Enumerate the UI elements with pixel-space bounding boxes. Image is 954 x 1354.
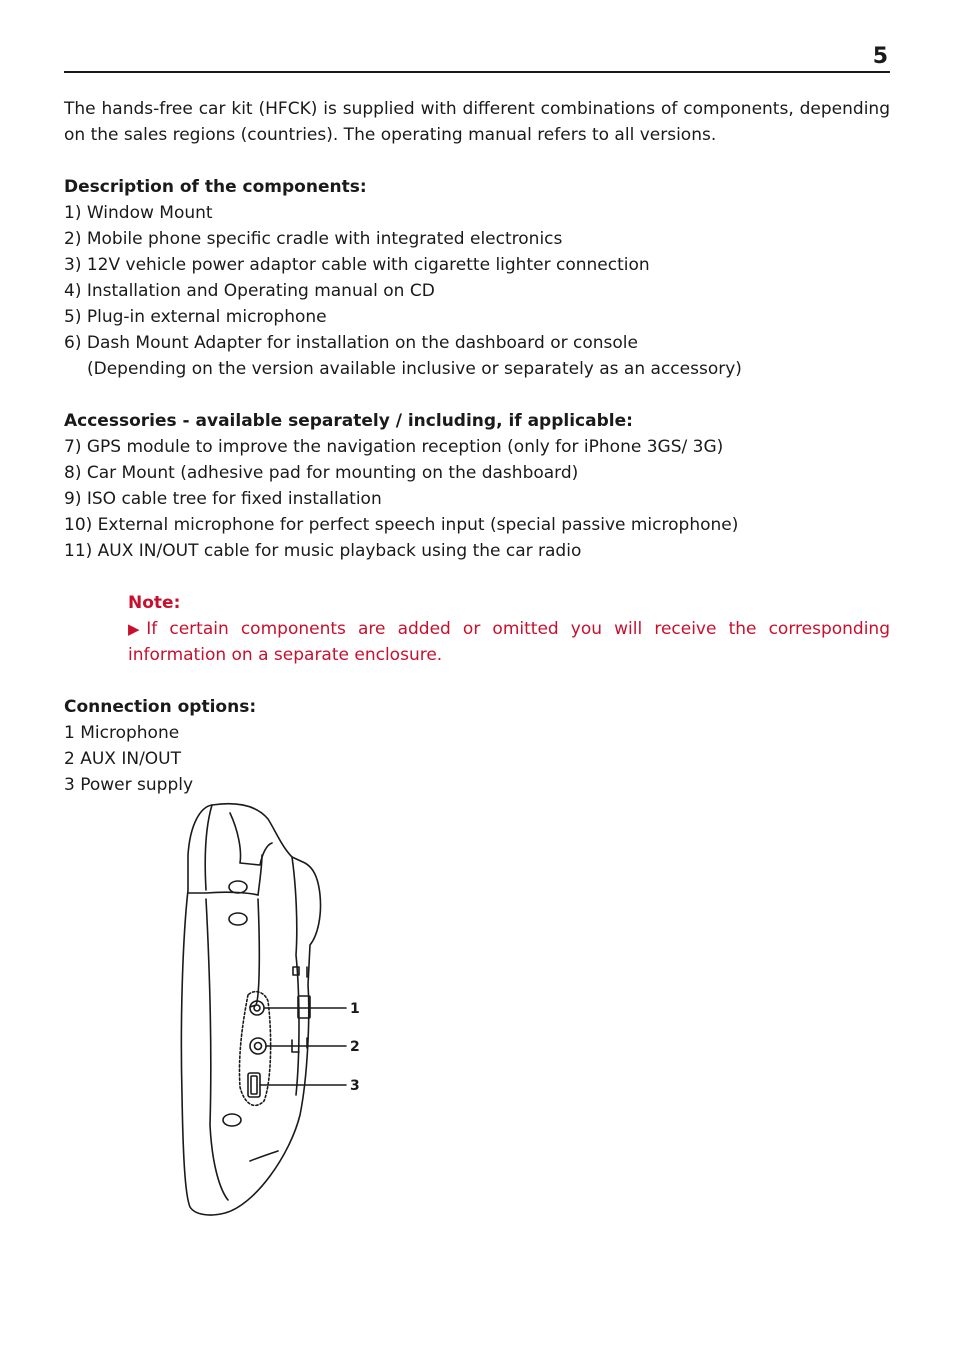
list-item: 11) AUX IN/OUT cable for music playback using the car radio: [64, 541, 582, 561]
list-item: 5) Plug-in external microphone: [64, 307, 327, 327]
connections-title: Connection options:: [64, 697, 257, 717]
note-body: If certain components are added or omitted you will receive the corresponding information on a separate enclosure.: [128, 619, 890, 665]
list-item: 2 AUX IN/OUT: [64, 749, 182, 769]
page-content: [64, 96, 890, 798]
list-item: 7) GPS module to improve the navigation reception (only for iPhone 3GS/ 3G): [64, 437, 724, 457]
note-text: [128, 616, 890, 668]
list-item: 6) Dash Mount Adapter for installation on the dashboard or console: [64, 333, 638, 353]
list-item: 2) Mobile phone specific cradle with integrated electronics: [64, 229, 563, 249]
accessories-title: Accessories - available separately / including, if applicable:: [64, 411, 633, 431]
callout-label: 1: [350, 1001, 360, 1017]
note-title: Note:: [128, 593, 181, 613]
list-item: 10) External microphone for perfect speech input (special passive microphone): [64, 515, 739, 535]
header-rule: [64, 71, 890, 73]
list-item: 3) 12V vehicle power adaptor cable with cigarette lighter connection: [64, 255, 650, 275]
list-item: 3 Power supply: [64, 775, 194, 795]
list-item: 8) Car Mount (adhesive pad for mounting on the dashboard): [64, 463, 579, 483]
list-item-note: (Depending on the version available inclusive or separately as an accessory): [87, 359, 742, 379]
list-item: 1 Microphone: [64, 723, 180, 743]
connections-list: [64, 720, 890, 798]
list-item: 4) Installation and Operating manual on CD: [64, 281, 435, 301]
callout-label: 2: [350, 1039, 360, 1055]
callout-label: 3: [350, 1078, 360, 1094]
accessories-list: [64, 434, 890, 564]
list-item: 1) Window Mount: [64, 203, 213, 223]
device-side-view-diagram: [150, 795, 380, 1220]
device-illustration: [150, 795, 380, 1220]
components-list: [64, 200, 890, 382]
intro-paragraph: The hands-free car kit (HFCK) is supplied with different combinations of components, depending on the sales regions (countries). The operating manual refers to all versions.: [64, 99, 890, 145]
arrow-right-icon: ▶: [128, 620, 147, 638]
list-item: 9) ISO cable tree for fixed installation: [64, 489, 382, 509]
page-number: 5: [872, 44, 888, 69]
note-box: [128, 590, 890, 668]
components-title: Description of the components:: [64, 177, 367, 197]
